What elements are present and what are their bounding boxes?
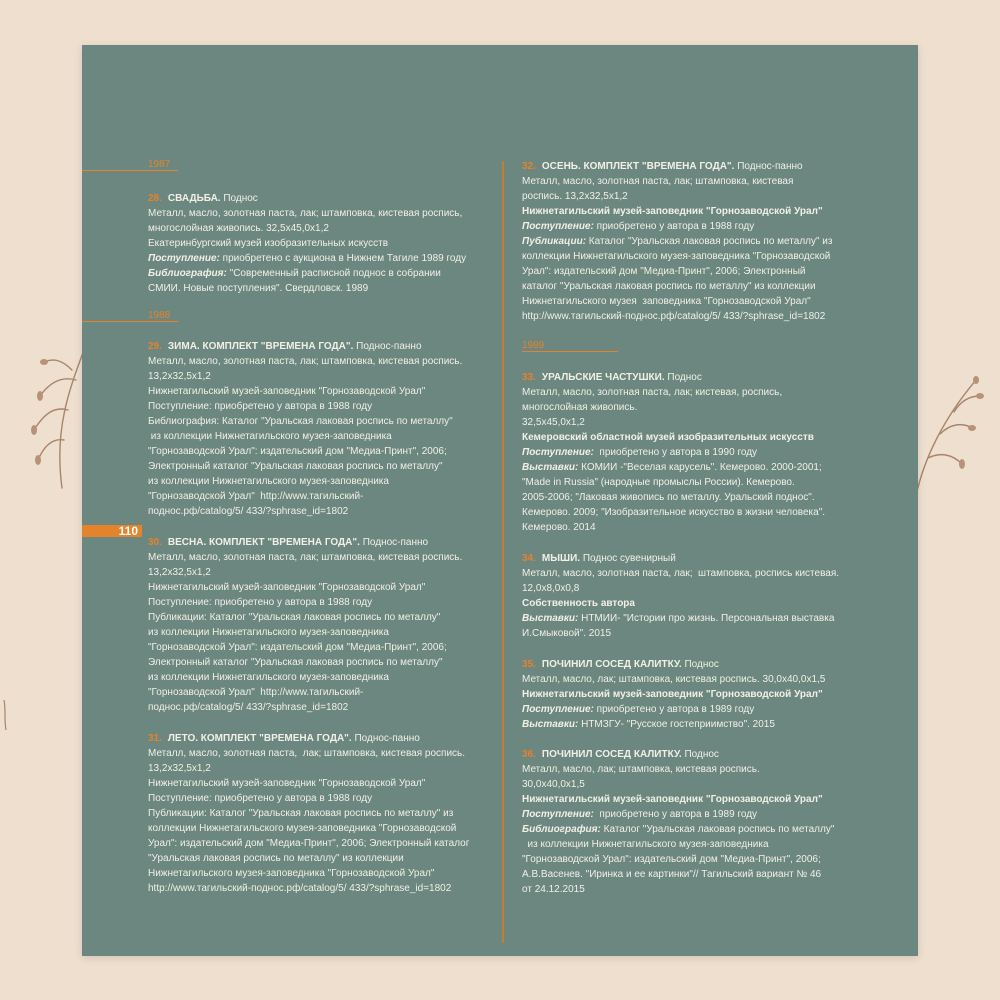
line-text: Металл, масло, золотная паста, лак; штамповка, кистевая роспись. [148,748,466,759]
catalog-entry [148,339,498,519]
entry-line [148,685,498,700]
entry-line [522,415,882,430]
catalog-page [82,45,918,956]
entry-title [522,747,882,762]
line-text: http://www.тагильский-поднос.рф/catalog/5/ 433/?sphrase_id=1802 [148,883,452,894]
line-text: от 24.12.2015 [522,884,585,895]
line-text: Нижнетагильский музей-заповедник "Горнозаводской Урал" [148,778,426,789]
entry-line [148,821,498,836]
entry-kind: Поднос [684,659,719,670]
line-text: Кемерово. 2014 [522,522,596,533]
entry-title [148,191,498,206]
entry-line [522,626,882,641]
year-heading [82,312,178,322]
entry-kind: Поднос [684,749,719,760]
year-label: 1987 [148,159,171,170]
entry-line [522,490,882,505]
line-text: Поступление: приобретено у автора в 1988 году [148,793,373,804]
entry-line [148,836,498,851]
entry-line [522,189,882,204]
line-text: многослойная живопись. 32,5х45,0х1,2 [148,223,329,234]
entry-line [148,251,498,266]
entry-title [522,657,882,672]
field-label: Публикации: [522,236,587,247]
line-text: Металл, масло, золотная паста, лак; штамповка, кистевая роспись, [148,208,463,219]
field-label: Поступление: [522,704,594,715]
entry-line [522,174,882,189]
line-text: 30,0х40,0х1,5 [522,779,585,790]
entry-heading: ОСЕНЬ. КОМПЛЕКТ "ВРЕМЕНА ГОДА". [541,161,735,172]
line-text: поднос.рф/catalog/5/ 433/?sphrase_id=1802 [148,506,349,517]
entry-line [148,866,498,881]
entry-line [522,792,882,807]
line-text: Металл, масло, золотная паста, лак; кистевая, роспись, [522,387,783,398]
entry-line [522,867,882,882]
entry-heading: УРАЛЬСКИЕ ЧАСТУШКИ. [541,372,665,383]
entry-line [522,807,882,822]
line-text: И.Смыковой". 2015 [522,628,611,639]
catalog-entry [522,551,882,641]
line-text: "Уральская лаковая роспись по металлу" из коллекции [148,853,404,864]
line-text: Поступление: приобретено у автора в 1988 году [148,401,373,412]
catalog-entry [522,370,882,535]
catalog-entry [148,731,498,896]
entry-kind: Поднос [667,372,702,383]
line-text: "Горнозаводской Урал": издательский дом "Медиа-Принт", 2006; [522,854,821,865]
line-text: Металл, масло, золотная паста, лак; штамповка, кистевая [522,176,794,187]
entry-line [522,249,882,264]
entry-title [148,339,498,354]
holder-name: Нижнетагильский музей-заповедник "Горнозаводской Урал" [522,689,823,700]
entry-line [522,611,882,626]
line-text: Металл, масло, золотная паста, лак; штамповка, кистевая роспись. [148,552,463,563]
line-text: НТМИИ- "Истории про жизнь. Персональная выставка [578,613,835,624]
entry-title [522,159,882,174]
entry-line [148,851,498,866]
line-text: "Горнозаводской Урал": издательский дом "Медиа-Принт", 2006; [148,446,447,457]
entry-line [522,219,882,234]
year-label: 1989 [522,340,545,351]
entry-kind: Поднос сувенирный [582,553,676,564]
entry-kind: Поднос-панно [356,341,422,352]
entry-line [522,882,882,897]
entry-line [522,279,882,294]
line-text: 12,0х8,0х0,8 [522,583,580,594]
catalog-entry [148,535,498,715]
line-text: Екатеринбургский музей изобразительных искусств [148,238,389,249]
entry-number: 34. [522,553,536,564]
line-text: коллекции Нижнетагильского музея-заповедника "Горнозаводской [522,251,831,262]
entry-line [148,266,498,281]
line-text: Библиография: Каталог "Уральская лаковая роспись по металлу" [148,416,453,427]
entry-number: 28. [148,193,162,204]
entry-kind: Поднос-панно [354,733,420,744]
entry-heading: ПОЧИНИЛ СОСЕД КАЛИТКУ. [541,749,682,760]
line-text: 13,2х32,5х1,2 [148,763,211,774]
line-text: Поступление: приобретено у автора в 1988 году [148,597,373,608]
entry-heading: ЛЕТО. КОМПЛЕКТ "ВРЕМЕНА ГОДА". [167,733,352,744]
entry-line [522,234,882,249]
entry-line [148,655,498,670]
small-bud-icon [0,700,10,730]
entry-line [522,702,882,717]
line-text: Каталог "Уральская лаковая роспись по металлу" из [586,236,833,247]
entry-line [522,204,882,219]
line-text: из коллекции Нижнетагильского музея-заповедника [148,672,389,683]
line-text: Электронный каталог "Уральская лаковая роспись по металлу" [148,461,443,472]
entry-line [148,221,498,236]
entry-line [522,581,882,596]
entry-line [522,460,882,475]
entry-line [522,837,882,852]
field-label: Поступление: [522,809,594,820]
entry-line [148,806,498,821]
holder-name: Нижнетагильский музей-заповедник "Горнозаводской Урал" [522,794,823,805]
entry-line [522,385,882,400]
entry-heading: МЫШИ. [541,553,581,564]
field-label: Выставки: [522,462,579,473]
line-text: "Современный расписной поднос в собрании [226,268,441,279]
line-text: Урал": издательский дом "Медиа-Принт", 2006; Электронный [522,266,806,277]
entry-line [148,776,498,791]
line-text: Публикации: Каталог "Уральская лаковая роспись по металлу" [148,612,441,623]
entry-title [522,551,882,566]
entry-line [148,399,498,414]
right-branch-icon [914,368,986,498]
entry-line [148,429,498,444]
entry-number: 31. [148,733,162,744]
line-text: 13,2х32,5х1,2 [148,371,211,382]
entry-line [148,459,498,474]
line-text: из коллекции Нижнетагильского музея-заповедника [148,431,392,442]
line-text: Нижнетагильского музея-заповедника "Горнозаводской Урал" [148,868,435,879]
entry-line [148,791,498,806]
entry-line [148,610,498,625]
entry-line [148,474,498,489]
entry-heading: ВЕСНА. КОМПЛЕКТ "ВРЕМЕНА ГОДА". [167,537,360,548]
line-text: Металл, масло, золотная паста, лак; штамповка, роспись кистевая. [522,568,840,579]
line-text: "Made in Russia" (народные промыслы России). Кемерово. [522,477,795,488]
line-text: 2005-2006; "Лаковая живопись по металлу. Уральский поднос". [522,492,815,503]
entry-line [148,761,498,776]
entry-line [522,852,882,867]
entry-line [148,700,498,715]
entry-line [148,384,498,399]
line-text: НТМЗГУ- "Русское гостеприимство". 2015 [578,719,775,730]
entry-line [522,687,882,702]
entry-line [522,520,882,535]
line-text: приобретено у автора в 1988 году [593,221,755,232]
field-label: Поступление: [148,253,220,264]
line-text: приобретено с аукциона в Нижнем Тагиле 1989 году [219,253,467,264]
line-text: Металл, масло, лак; штамповка, кистевая роспись. 30,0х40,0х1,5 [522,674,826,685]
line-text: каталог "Уральская лаковая роспись по металлу" из коллекции [522,281,816,292]
entry-line [522,717,882,732]
catalog-entry [522,747,882,897]
entry-line [522,822,882,837]
entry-line [148,281,498,296]
line-text: КОМИИ -"Веселая карусель". Кемерово. 2000-2001; [578,462,822,473]
entry-line [522,475,882,490]
entry-number: 32. [522,161,536,172]
line-text: Нижнетагильский музей-заповедник "Горнозаводской Урал" [148,582,426,593]
line-text: из коллекции Нижнетагильского музея-заповедника [148,476,389,487]
line-text: Урал": издательский дом "Медиа-Принт", 2006; Электронный каталог [148,838,470,849]
holder-name: Кемеровский областной музей изобразительных искусств [522,432,814,443]
line-text: многослойная живопись. [522,402,638,413]
line-text: из коллекции Нижнетагильского музея-заповедника [148,627,389,638]
line-text: "Горнозаводской Урал" http://www.тагильский- [148,687,364,698]
entry-heading: ЗИМА. КОМПЛЕКТ "ВРЕМЕНА ГОДА". [167,341,354,352]
entry-line [148,550,498,565]
entry-title [148,535,498,550]
entry-line [148,625,498,640]
line-text: Публикации: Каталог "Уральская лаковая роспись по металлу" из [148,808,454,819]
entry-number: 33. [522,372,536,383]
column-divider [502,161,504,943]
line-text: коллекции Нижнетагильского музея-заповедника "Горнозаводской [148,823,457,834]
line-text: Нижнетагильский музей-заповедник "Горнозаводской Урал" [148,386,426,397]
entry-line [522,762,882,777]
entry-heading: СВАДЬБА. [167,193,221,204]
line-text: Каталог "Уральская лаковая роспись по металлу" [600,824,835,835]
entry-line [148,580,498,595]
entry-line [148,640,498,655]
page-number: 110 [118,524,138,538]
entry-line [522,264,882,279]
line-text: поднос.рф/catalog/5/ 433/?sphrase_id=1802 [148,702,349,713]
line-text: 13,2х32,5х1,2 [148,567,211,578]
line-text: приобретено у автора в 1989 году [593,704,755,715]
line-text: "Горнозаводской Урал" http://www.тагильский- [148,491,364,502]
entry-line [148,595,498,610]
page-number-tab [82,525,142,537]
entry-line [522,777,882,792]
entry-heading: ПОЧИНИЛ СОСЕД КАЛИТКУ. [541,659,682,670]
entry-title [522,370,882,385]
line-text: Металл, масло, золотная паста, лак; штамповка, кистевая роспись. [148,356,463,367]
entry-line [148,504,498,519]
entry-number: 35. [522,659,536,670]
line-text: http://www.тагильский-поднос.рф/catalog/5/ 433/?sphrase_id=1802 [522,311,826,322]
entry-line [522,309,882,324]
catalog-entry [148,191,498,296]
entry-line [148,354,498,369]
holder-name: Нижнетагильский музей-заповедник "Горнозаводской Урал" [522,206,823,217]
entry-line [522,400,882,415]
line-text: Металл, масло, лак; штамповка, кистевая роспись. [522,764,760,775]
entry-line [522,294,882,309]
catalog-entry [522,657,882,732]
entry-line [522,596,882,611]
entry-line [522,566,882,581]
field-label: Выставки: [522,613,579,624]
line-text: роспись. 13,2х32,5х1,2 [522,191,628,202]
field-label: Библиография: [148,268,227,279]
entry-title [148,731,498,746]
entry-line [148,369,498,384]
line-text: СМИИ. Новые поступления". Свердловск. 1989 [148,283,369,294]
entry-number: 30. [148,537,162,548]
catalog-entry [522,159,882,324]
entry-line [148,565,498,580]
year-label: 1988 [148,310,171,321]
field-label: Выставки: [522,719,579,730]
entry-kind: Поднос [223,193,258,204]
left-branch-icon [14,340,86,490]
entry-line [148,206,498,221]
entry-kind: Поднос-панно [737,161,803,172]
field-label: Библиография: [522,824,601,835]
year-heading [82,161,178,171]
entry-line [148,444,498,459]
line-text: приобретено у автора в 1990 году [593,447,758,458]
entry-number: 36. [522,749,536,760]
entry-line [522,505,882,520]
line-text: из коллекции Нижнетагильского музея-заповедника [522,839,769,850]
line-text: приобретено у автора в 1989 году [593,809,758,820]
entry-line [148,881,498,896]
line-text: "Горнозаводской Урал": издательский дом "Медиа-Принт", 2006; [148,642,447,653]
entry-kind: Поднос-панно [362,537,429,548]
holder-name: Собственность автора [522,598,635,609]
entry-line [148,414,498,429]
entry-number: 29. [148,341,162,352]
entry-line [148,236,498,251]
line-text: А.В.Васенев. "Иринка и ее картинки"// Тагильский вариант № 46 [522,869,822,880]
line-text: Электронный каталог "Уральская лаковая роспись по металлу" [148,657,443,668]
field-label: Поступление: [522,447,594,458]
line-text: 32,5х45,0х1,2 [522,417,585,428]
entry-line [148,746,498,761]
line-text: Нижнетагильского музея заповедника "Горнозаводской Урал" [522,296,811,307]
entry-line [522,672,882,687]
entry-line [522,445,882,460]
entry-line [148,670,498,685]
line-text: Кемерово. 2009; "Изобразительное искусство в жизни человека". [522,507,826,518]
entry-line [148,489,498,504]
year-heading [522,342,618,352]
field-label: Поступление: [522,221,594,232]
entry-line [522,430,882,445]
